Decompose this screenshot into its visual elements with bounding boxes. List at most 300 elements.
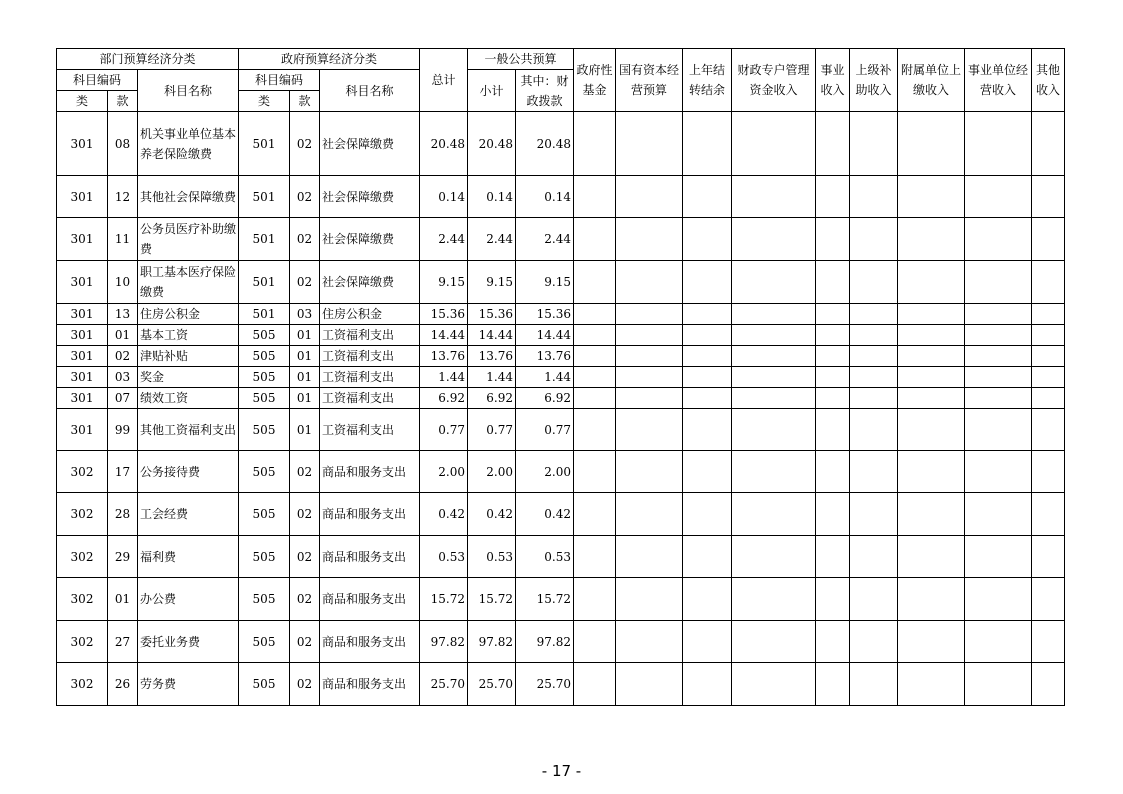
table-row (57, 409, 1065, 451)
business-income-cell (816, 261, 850, 304)
total-cell: 15.72 (420, 578, 468, 621)
gov-kuan-cell: 01 (290, 409, 320, 451)
total-cell: 25.70 (420, 663, 468, 706)
superior-subsidy-header: 上级补助收入 (850, 49, 898, 112)
superior-subsidy-cell (850, 536, 898, 578)
special-fund-cell (732, 261, 816, 304)
state-capital-cell (616, 176, 683, 218)
carryover-cell (683, 346, 732, 367)
carryover-cell (683, 663, 732, 706)
gov-kuan-cell: 02 (290, 112, 320, 176)
dept-lei-cell: 301 (57, 261, 108, 304)
special-fund-cell (732, 112, 816, 176)
gov-fund-cell (574, 536, 616, 578)
other-income-cell (1032, 451, 1065, 493)
gov-lei-cell: 501 (239, 112, 290, 176)
superior-subsidy-cell (850, 663, 898, 706)
fiscal-alloc-cell: 6.92 (516, 388, 574, 409)
gov-kuan-cell: 01 (290, 388, 320, 409)
fiscal-alloc-cell: 97.82 (516, 621, 574, 663)
dept-kuan-cell: 07 (108, 388, 138, 409)
fiscal-alloc-cell: 0.14 (516, 176, 574, 218)
gov-fund-cell (574, 304, 616, 325)
state-capital-cell (616, 663, 683, 706)
business-income-cell (816, 218, 850, 261)
table-row (57, 451, 1065, 493)
state-capital-cell (616, 367, 683, 388)
dept-subject-name-cell: 劳务费 (138, 663, 239, 706)
fiscal-alloc-cell: 20.48 (516, 112, 574, 176)
other-income-cell (1032, 346, 1065, 367)
dept-kuan-cell: 28 (108, 493, 138, 536)
fiscal-alloc-cell: 25.70 (516, 663, 574, 706)
state-capital-cell (616, 493, 683, 536)
dept-subject-name-cell: 公务接待费 (138, 451, 239, 493)
gov-subject-name-cell: 工资福利支出 (320, 367, 420, 388)
carryover-cell (683, 621, 732, 663)
affiliate-income-cell (898, 261, 965, 304)
gov-fund-cell (574, 325, 616, 346)
affiliate-income-cell (898, 218, 965, 261)
business-income-cell (816, 578, 850, 621)
dept-lei-cell: 301 (57, 346, 108, 367)
operating-income-cell (965, 493, 1032, 536)
dept-subject-name-cell: 福利费 (138, 536, 239, 578)
dept-lei-cell: 301 (57, 176, 108, 218)
carryover-cell (683, 578, 732, 621)
business-income-cell (816, 536, 850, 578)
other-income-cell (1032, 112, 1065, 176)
special-fund-cell (732, 621, 816, 663)
superior-subsidy-cell (850, 346, 898, 367)
dept-subject-name-header: 科目名称 (138, 70, 239, 112)
affiliate-income-cell (898, 451, 965, 493)
special-fund-cell (732, 367, 816, 388)
total-cell: 9.15 (420, 261, 468, 304)
gov-fund-cell (574, 346, 616, 367)
dept-kuan-cell: 03 (108, 367, 138, 388)
gov-lei-cell: 505 (239, 493, 290, 536)
affiliate-income-cell (898, 176, 965, 218)
dept-subject-name-cell: 绩效工资 (138, 388, 239, 409)
business-income-cell (816, 112, 850, 176)
dept-kuan-cell: 08 (108, 112, 138, 176)
dept-lei-cell: 301 (57, 367, 108, 388)
special-fund-header: 财政专户管理资金收入 (732, 49, 816, 112)
dept-lei-cell: 301 (57, 218, 108, 261)
carryover-cell (683, 304, 732, 325)
state-capital-cell (616, 621, 683, 663)
subtotal-cell: 2.00 (468, 451, 516, 493)
state-capital-cell (616, 325, 683, 346)
fiscal-alloc-cell: 14.44 (516, 325, 574, 346)
fiscal-alloc-cell: 13.76 (516, 346, 574, 367)
special-fund-cell (732, 663, 816, 706)
carryover-cell (683, 261, 732, 304)
special-fund-cell (732, 493, 816, 536)
table-row (57, 346, 1065, 367)
business-income-cell (816, 409, 850, 451)
gov-subject-name-cell: 商品和服务支出 (320, 621, 420, 663)
gov-fund-cell (574, 112, 616, 176)
gov-lei-cell: 505 (239, 325, 290, 346)
total-cell: 0.42 (420, 493, 468, 536)
table-row (57, 578, 1065, 621)
gov-lei-cell: 505 (239, 409, 290, 451)
total-header: 总计 (420, 49, 468, 112)
gov-fund-cell (574, 663, 616, 706)
gov-kuan-cell: 01 (290, 367, 320, 388)
gov-subject-name-cell: 工资福利支出 (320, 325, 420, 346)
affiliate-income-cell (898, 388, 965, 409)
total-cell: 1.44 (420, 367, 468, 388)
gov-lei-cell: 501 (239, 218, 290, 261)
dept-subject-name-cell: 奖金 (138, 367, 239, 388)
affiliate-income-header: 附属单位上缴收入 (898, 49, 965, 112)
total-cell: 13.76 (420, 346, 468, 367)
gov-kuan-cell: 01 (290, 325, 320, 346)
carryover-cell (683, 176, 732, 218)
dept-lei-cell: 301 (57, 325, 108, 346)
carryover-cell (683, 112, 732, 176)
operating-income-cell (965, 112, 1032, 176)
gov-lei-cell: 505 (239, 367, 290, 388)
special-fund-cell (732, 218, 816, 261)
gov-fund-cell (574, 367, 616, 388)
subtotal-cell: 1.44 (468, 367, 516, 388)
dept-lei-cell: 302 (57, 621, 108, 663)
special-fund-cell (732, 325, 816, 346)
superior-subsidy-cell (850, 218, 898, 261)
business-income-cell (816, 367, 850, 388)
dept-kuan-cell: 29 (108, 536, 138, 578)
dept-subject-name-cell: 机关事业单位基本养老保险缴费 (138, 112, 239, 176)
fiscal-alloc-cell: 2.00 (516, 451, 574, 493)
dept-subject-name-cell: 津贴补贴 (138, 346, 239, 367)
dept-kuan-header: 款 (108, 91, 138, 112)
gov-subject-name-cell: 社会保障缴费 (320, 112, 420, 176)
gov-subject-name-header: 科目名称 (320, 70, 420, 112)
carryover-cell (683, 409, 732, 451)
other-income-cell (1032, 409, 1065, 451)
dept-subject-code-header: 科目编码 (57, 70, 138, 91)
other-income-cell (1032, 493, 1065, 536)
table-row (57, 218, 1065, 261)
superior-subsidy-cell (850, 367, 898, 388)
gov-kuan-cell: 02 (290, 218, 320, 261)
dept-subject-name-cell: 住房公积金 (138, 304, 239, 325)
gov-fund-header: 政府性基金 (574, 49, 616, 112)
superior-subsidy-cell (850, 451, 898, 493)
budget-table-container (56, 48, 1065, 706)
dept-kuan-cell: 17 (108, 451, 138, 493)
fiscal-alloc-cell: 9.15 (516, 261, 574, 304)
gov-lei-cell: 505 (239, 536, 290, 578)
gov-fund-cell (574, 578, 616, 621)
gov-fund-cell (574, 621, 616, 663)
gov-subject-name-cell: 商品和服务支出 (320, 493, 420, 536)
dept-lei-header: 类 (57, 91, 108, 112)
state-capital-cell (616, 304, 683, 325)
fiscal-alloc-cell: 2.44 (516, 218, 574, 261)
carryover-cell (683, 388, 732, 409)
operating-income-cell (965, 261, 1032, 304)
dept-subject-name-cell: 其他社会保障缴费 (138, 176, 239, 218)
total-cell: 2.00 (420, 451, 468, 493)
operating-income-cell (965, 578, 1032, 621)
operating-income-cell (965, 325, 1032, 346)
dept-subject-name-cell: 委托业务费 (138, 621, 239, 663)
dept-lei-cell: 302 (57, 663, 108, 706)
dept-lei-cell: 301 (57, 409, 108, 451)
superior-subsidy-cell (850, 409, 898, 451)
state-capital-cell (616, 536, 683, 578)
state-capital-cell (616, 409, 683, 451)
gov-kuan-cell: 02 (290, 621, 320, 663)
affiliate-income-cell (898, 346, 965, 367)
business-income-header: 事业收入 (816, 49, 850, 112)
subtotal-cell: 0.42 (468, 493, 516, 536)
superior-subsidy-cell (850, 176, 898, 218)
gov-subject-name-cell: 商品和服务支出 (320, 536, 420, 578)
special-fund-cell (732, 346, 816, 367)
business-income-cell (816, 451, 850, 493)
gov-kuan-cell: 03 (290, 304, 320, 325)
subtotal-cell: 20.48 (468, 112, 516, 176)
gov-kuan-header: 款 (290, 91, 320, 112)
gov-fund-cell (574, 176, 616, 218)
other-income-cell (1032, 621, 1065, 663)
operating-income-cell (965, 451, 1032, 493)
special-fund-cell (732, 176, 816, 218)
fiscal-alloc-cell: 15.72 (516, 578, 574, 621)
affiliate-income-cell (898, 493, 965, 536)
business-income-cell (816, 663, 850, 706)
gov-subject-name-cell: 社会保障缴费 (320, 176, 420, 218)
operating-income-cell (965, 304, 1032, 325)
subtotal-cell: 2.44 (468, 218, 516, 261)
table-row (57, 663, 1065, 706)
special-fund-cell (732, 388, 816, 409)
dept-lei-cell: 301 (57, 304, 108, 325)
superior-subsidy-cell (850, 325, 898, 346)
gov-subject-name-cell: 商品和服务支出 (320, 451, 420, 493)
total-cell: 6.92 (420, 388, 468, 409)
business-income-cell (816, 325, 850, 346)
gov-fund-cell (574, 409, 616, 451)
dept-lei-cell: 302 (57, 578, 108, 621)
gov-lei-cell: 505 (239, 578, 290, 621)
business-income-cell (816, 346, 850, 367)
table-row (57, 304, 1065, 325)
affiliate-income-cell (898, 112, 965, 176)
subtotal-cell: 0.53 (468, 536, 516, 578)
business-income-cell (816, 621, 850, 663)
state-capital-cell (616, 261, 683, 304)
operating-income-cell (965, 409, 1032, 451)
dept-class-header: 部门预算经济分类 (57, 49, 239, 70)
table-body (57, 112, 1065, 706)
total-cell: 20.48 (420, 112, 468, 176)
superior-subsidy-cell (850, 493, 898, 536)
gov-lei-cell: 505 (239, 621, 290, 663)
affiliate-income-cell (898, 536, 965, 578)
dept-kuan-cell: 11 (108, 218, 138, 261)
special-fund-cell (732, 409, 816, 451)
superior-subsidy-cell (850, 261, 898, 304)
subtotal-header: 小计 (468, 70, 516, 112)
state-capital-cell (616, 451, 683, 493)
subtotal-cell: 25.70 (468, 663, 516, 706)
gov-lei-cell: 505 (239, 346, 290, 367)
table-row (57, 176, 1065, 218)
gov-lei-header: 类 (239, 91, 290, 112)
operating-income-cell (965, 218, 1032, 261)
other-income-cell (1032, 261, 1065, 304)
gov-subject-name-cell: 住房公积金 (320, 304, 420, 325)
gov-fund-cell (574, 218, 616, 261)
fiscal-alloc-cell: 15.36 (516, 304, 574, 325)
dept-kuan-cell: 13 (108, 304, 138, 325)
business-income-cell (816, 493, 850, 536)
gov-class-header: 政府预算经济分类 (239, 49, 420, 70)
other-income-cell (1032, 325, 1065, 346)
carryover-header: 上年结转结余 (683, 49, 732, 112)
dept-kuan-cell: 01 (108, 578, 138, 621)
affiliate-income-cell (898, 578, 965, 621)
subtotal-cell: 6.92 (468, 388, 516, 409)
gov-lei-cell: 505 (239, 388, 290, 409)
other-income-header: 其他收入 (1032, 49, 1065, 112)
gov-kuan-cell: 02 (290, 536, 320, 578)
dept-kuan-cell: 12 (108, 176, 138, 218)
gov-kuan-cell: 02 (290, 176, 320, 218)
dept-kuan-cell: 26 (108, 663, 138, 706)
dept-lei-cell: 301 (57, 388, 108, 409)
gov-subject-name-cell: 社会保障缴费 (320, 261, 420, 304)
gov-kuan-cell: 01 (290, 346, 320, 367)
state-capital-cell (616, 388, 683, 409)
operating-income-cell (965, 176, 1032, 218)
gov-fund-cell (574, 451, 616, 493)
table-row (57, 112, 1065, 176)
gov-kuan-cell: 02 (290, 663, 320, 706)
total-cell: 97.82 (420, 621, 468, 663)
table-row (57, 493, 1065, 536)
table-row (57, 388, 1065, 409)
state-capital-cell (616, 112, 683, 176)
table-header (57, 49, 1065, 112)
gov-subject-code-header: 科目编码 (239, 70, 320, 91)
total-cell: 14.44 (420, 325, 468, 346)
state-capital-cell (616, 346, 683, 367)
carryover-cell (683, 493, 732, 536)
fiscal-alloc-cell: 1.44 (516, 367, 574, 388)
subtotal-cell: 0.14 (468, 176, 516, 218)
dept-subject-name-cell: 基本工资 (138, 325, 239, 346)
business-income-cell (816, 388, 850, 409)
superior-subsidy-cell (850, 304, 898, 325)
dept-subject-name-cell: 其他工资福利支出 (138, 409, 239, 451)
other-income-cell (1032, 578, 1065, 621)
superior-subsidy-cell (850, 621, 898, 663)
table-row (57, 536, 1065, 578)
superior-subsidy-cell (850, 112, 898, 176)
dept-lei-cell: 302 (57, 493, 108, 536)
total-cell: 0.14 (420, 176, 468, 218)
dept-subject-name-cell: 工会经费 (138, 493, 239, 536)
carryover-cell (683, 536, 732, 578)
dept-kuan-cell: 27 (108, 621, 138, 663)
operating-income-cell (965, 663, 1032, 706)
total-cell: 15.36 (420, 304, 468, 325)
dept-kuan-cell: 01 (108, 325, 138, 346)
carryover-cell (683, 325, 732, 346)
subtotal-cell: 97.82 (468, 621, 516, 663)
gov-kuan-cell: 02 (290, 578, 320, 621)
gov-kuan-cell: 02 (290, 261, 320, 304)
gov-lei-cell: 501 (239, 304, 290, 325)
gov-kuan-cell: 02 (290, 493, 320, 536)
operating-income-header: 事业单位经营收入 (965, 49, 1032, 112)
affiliate-income-cell (898, 367, 965, 388)
table-row (57, 621, 1065, 663)
state-capital-cell (616, 578, 683, 621)
operating-income-cell (965, 367, 1032, 388)
other-income-cell (1032, 388, 1065, 409)
fiscal-alloc-cell: 0.42 (516, 493, 574, 536)
dept-kuan-cell: 10 (108, 261, 138, 304)
affiliate-income-cell (898, 663, 965, 706)
dept-subject-name-cell: 职工基本医疗保险缴费 (138, 261, 239, 304)
fiscal-alloc-header: 其中：财政拨款 (516, 70, 574, 112)
affiliate-income-cell (898, 409, 965, 451)
dept-lei-cell: 301 (57, 112, 108, 176)
subtotal-cell: 14.44 (468, 325, 516, 346)
operating-income-cell (965, 621, 1032, 663)
gov-lei-cell: 501 (239, 176, 290, 218)
affiliate-income-cell (898, 621, 965, 663)
special-fund-cell (732, 536, 816, 578)
special-fund-cell (732, 578, 816, 621)
other-income-cell (1032, 663, 1065, 706)
subtotal-cell: 15.72 (468, 578, 516, 621)
other-income-cell (1032, 176, 1065, 218)
other-income-cell (1032, 367, 1065, 388)
other-income-cell (1032, 536, 1065, 578)
carryover-cell (683, 367, 732, 388)
special-fund-cell (732, 451, 816, 493)
gov-subject-name-cell: 工资福利支出 (320, 409, 420, 451)
subtotal-cell: 9.15 (468, 261, 516, 304)
dept-subject-name-cell: 公务员医疗补助缴费 (138, 218, 239, 261)
affiliate-income-cell (898, 304, 965, 325)
gov-subject-name-cell: 工资福利支出 (320, 346, 420, 367)
business-income-cell (816, 176, 850, 218)
operating-income-cell (965, 346, 1032, 367)
other-income-cell (1032, 218, 1065, 261)
dept-lei-cell: 302 (57, 536, 108, 578)
carryover-cell (683, 451, 732, 493)
subtotal-cell: 0.77 (468, 409, 516, 451)
total-cell: 0.77 (420, 409, 468, 451)
superior-subsidy-cell (850, 388, 898, 409)
operating-income-cell (965, 536, 1032, 578)
carryover-cell (683, 218, 732, 261)
general-budget-header: 一般公共预算 (468, 49, 574, 70)
gov-subject-name-cell: 商品和服务支出 (320, 578, 420, 621)
gov-fund-cell (574, 493, 616, 536)
